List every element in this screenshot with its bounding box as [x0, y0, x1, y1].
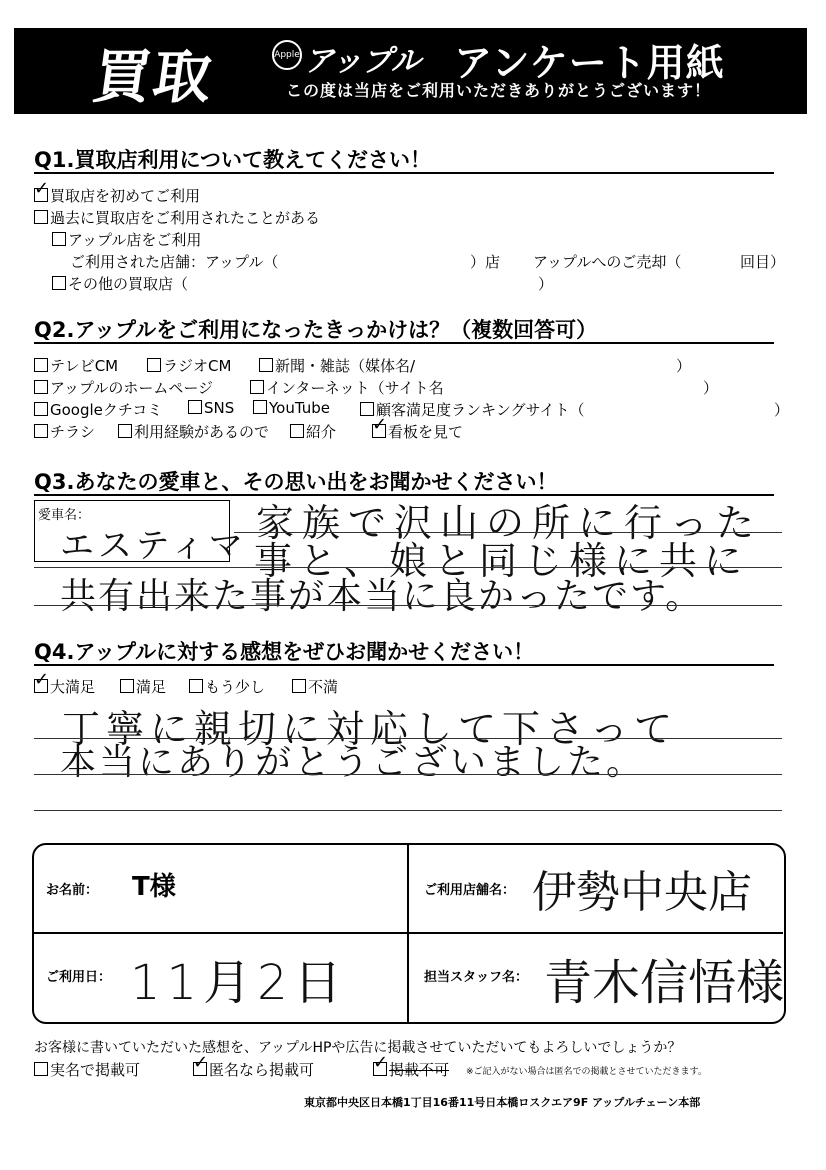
q3-answer-line3: 共有出来た事が本当に良かったです。: [60, 576, 704, 617]
checkbox[interactable]: [250, 380, 264, 394]
q1-heading: Q1.買取店利用について教えてください！: [34, 148, 432, 172]
q1-store-suffix: ）店: [470, 253, 501, 271]
q4-option-satisfied[interactable]: 満足: [120, 676, 166, 697]
q2-heading: Q2.アップルをご利用になったきっかけは？（複数回答可）: [34, 318, 598, 342]
checkbox[interactable]: [34, 358, 48, 372]
name-value[interactable]: T様: [132, 872, 176, 902]
q2-option-experience[interactable]: 利用経験があるので: [118, 421, 269, 442]
date-value[interactable]: 11月2日: [130, 955, 348, 1011]
q4-answer-line2: 本当にありがとうございました。: [60, 742, 646, 783]
checkbox[interactable]: [52, 232, 66, 246]
q3-heading: Q3.あなたの愛車と、その思い出をお聞かせください！: [34, 470, 558, 494]
q2-option-radio[interactable]: ラジオCM: [147, 355, 231, 376]
checkbox[interactable]: [34, 1062, 48, 1076]
checkbox[interactable]: [188, 400, 202, 414]
q4-option-very[interactable]: ✓大満足: [34, 676, 95, 697]
checkbox[interactable]: [292, 679, 306, 693]
apple-logo-icon: Apple: [272, 40, 302, 70]
q1-sales-suffix: 回目）: [740, 253, 786, 271]
q2-ranking-close: ）: [774, 401, 790, 419]
q4-underline: [34, 664, 774, 666]
q2-internet-close: ）: [703, 379, 719, 397]
checkbox-checked[interactable]: [193, 1062, 207, 1076]
q2-option-sns[interactable]: SNS: [188, 399, 234, 417]
q3-rule-3: [34, 605, 782, 606]
name-label: お名前：: [46, 883, 99, 898]
store-label: ご利用店舗名：: [424, 883, 516, 898]
consent-note: ※ご記入がない場合は匿名での掲載とさせていただきます。: [466, 1067, 707, 1077]
q4-option-unsatisfied[interactable]: 不満: [292, 676, 338, 697]
q1-other-close: ）: [538, 275, 554, 293]
q1-option-first[interactable]: ✓買取店を初めてご利用: [34, 185, 200, 206]
q2-option-paper[interactable]: 新聞・雑誌（媒体名/: [259, 355, 415, 376]
q2-option-google[interactable]: Googleクチコミ: [34, 399, 162, 420]
car-name-label: 愛車名：: [38, 508, 91, 523]
q2-option-ranking[interactable]: 顧客満足度ランキングサイト（: [360, 399, 585, 420]
thanks-message: この度は当店をご利用いただきありがとうございます！: [286, 81, 712, 100]
consent-real-name[interactable]: 実名で掲載可: [34, 1059, 140, 1080]
checkbox[interactable]: [253, 400, 267, 414]
q3-answer-line2: 事と、娘と同じ様に共に: [254, 539, 750, 583]
checkbox[interactable]: [52, 276, 66, 290]
q2-option-referral[interactable]: 紹介: [290, 421, 336, 442]
checkbox[interactable]: [259, 358, 273, 372]
checkbox-checked[interactable]: [34, 679, 48, 693]
q1-option-past[interactable]: 過去に買取店をご利用されたことがある: [34, 207, 320, 228]
q2-option-internet[interactable]: インターネット（サイト名: [250, 377, 444, 398]
consent-anonymous[interactable]: ✓ 匿名なら掲載可: [193, 1059, 314, 1080]
checkbox[interactable]: [34, 424, 48, 438]
checkbox[interactable]: [34, 210, 48, 224]
checkbox[interactable]: [34, 402, 48, 416]
checkbox[interactable]: [120, 679, 134, 693]
q1-store-prefix: ご利用された店舗：アップル（: [70, 253, 279, 271]
consent-question: お客様に書いていただいた感想を、アップルHPや広告に掲載させていただいてもよろしいでしょうか？: [34, 1040, 682, 1056]
q2-option-flyer[interactable]: チラシ: [34, 421, 95, 442]
date-label: ご利用日：: [46, 970, 112, 985]
consent-not-allowed[interactable]: ✓ 掲載不可: [373, 1059, 449, 1080]
q2-option-sign[interactable]: ✓ 看板を見て: [372, 421, 463, 442]
q4-option-little[interactable]: もう少し: [189, 676, 265, 697]
staff-value[interactable]: 青木信悟様: [544, 955, 785, 1011]
brand-logo: アップル: [304, 44, 421, 79]
footer-address: 東京都中央区日本橋1丁目16番11号日本橋ロスクエア9F アップルチェーン本部: [304, 1096, 701, 1109]
form-title: アンケート用紙: [454, 41, 725, 85]
kaitori-title: 買取: [88, 43, 219, 111]
q2-option-youtube[interactable]: YouTube: [253, 399, 330, 417]
checkbox-checked[interactable]: [34, 188, 48, 202]
q2-underline: [34, 342, 774, 344]
q2-paper-close: ）: [676, 357, 692, 375]
checkbox-checked[interactable]: [373, 1062, 387, 1076]
checkbox-checked[interactable]: [372, 424, 386, 438]
q1-option-apple[interactable]: アップル店をご利用: [52, 229, 201, 250]
panel-horizontal-divider: [34, 932, 783, 934]
store-value[interactable]: 伊勢中央店: [532, 867, 752, 918]
q2-option-tv[interactable]: テレビCM: [34, 355, 118, 376]
checkbox[interactable]: [189, 679, 203, 693]
q4-rule-2: [34, 774, 782, 775]
car-name-value: エスティマ: [60, 526, 247, 566]
checkbox[interactable]: [290, 424, 304, 438]
checkbox[interactable]: [118, 424, 132, 438]
q2-option-homepage[interactable]: アップルのホームページ: [34, 377, 213, 398]
q4-heading: Q4.アップルに対する感想をぜひお聞かせください！: [34, 640, 535, 664]
q4-rule-3: [34, 810, 782, 811]
q1-option-other[interactable]: その他の買取店（: [52, 273, 188, 294]
checkbox[interactable]: [34, 380, 48, 394]
staff-label: 担当スタッフ名：: [424, 970, 529, 985]
checkbox[interactable]: [147, 358, 161, 372]
q1-underline: [34, 172, 774, 174]
q3-answer-line1: 家族で沢山の所に行った: [256, 501, 763, 545]
q1-sales-prefix: アップルへのご売却（: [533, 253, 682, 271]
q4-answer-line1: 丁寧に親切に対応して下さって: [62, 707, 679, 751]
header-banner: [14, 28, 807, 114]
